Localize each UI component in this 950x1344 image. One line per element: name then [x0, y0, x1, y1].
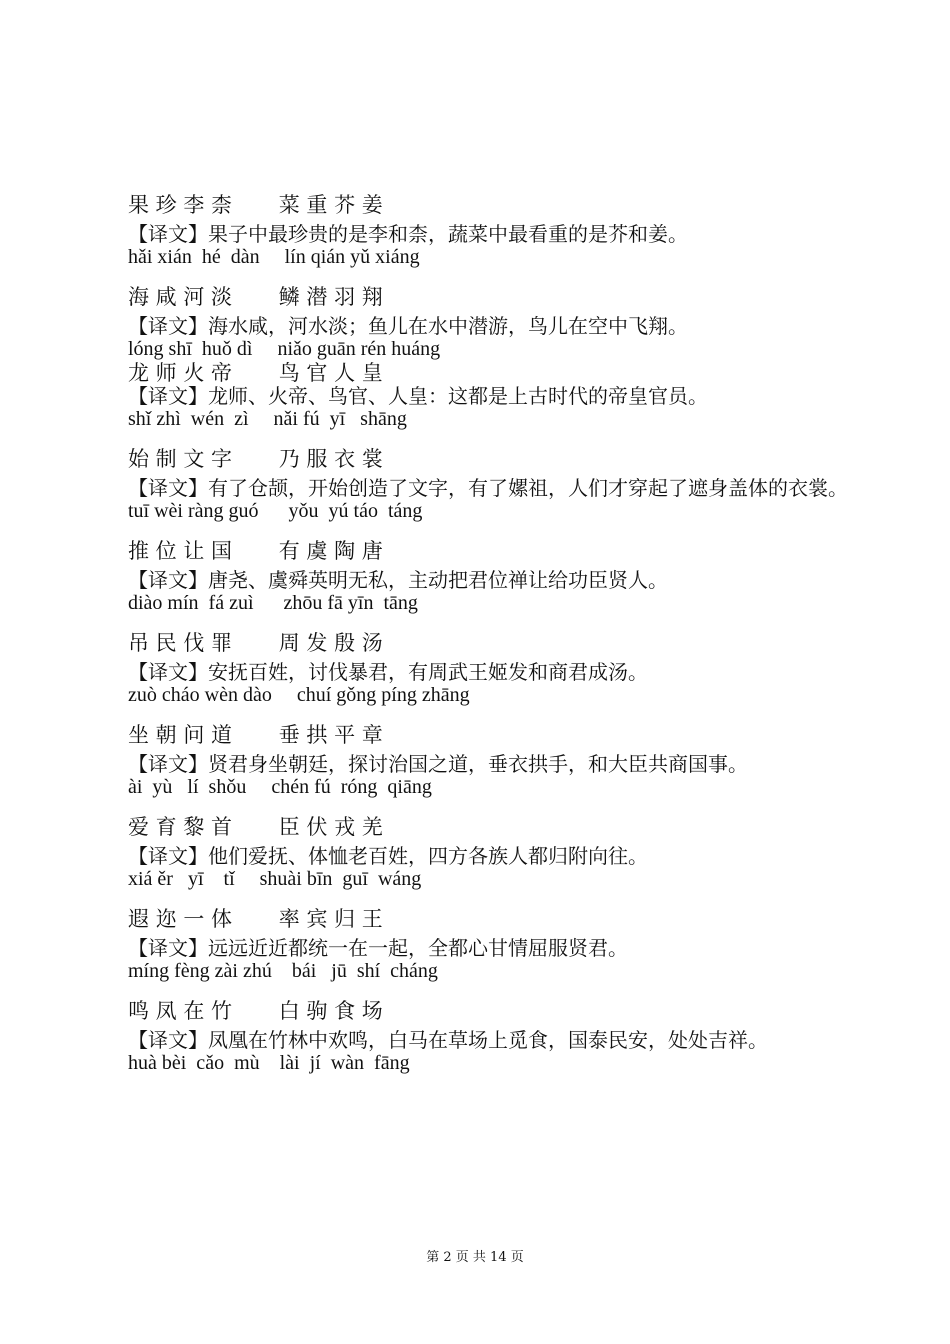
translation-line: 【译文】果子中最珍贵的是李和柰，蔬菜中最看重的是芥和姜。 — [128, 222, 688, 246]
verse-line: 龙 师 火 帝 鸟 官 人 皇 — [128, 361, 383, 385]
translation-line: 【译文】凤凰在竹林中欢鸣，白马在草场上觅食，国泰民安，处处吉祥。 — [128, 1028, 768, 1052]
verse-line: 始 制 文 字 乃 服 衣 裳 — [128, 447, 383, 471]
translation-line: 【译文】有了仓颉，开始创造了文字，有了嫘祖，人们才穿起了遮身盖体的衣裳。 — [128, 476, 848, 500]
pinyin-line: xiá ěr yī tǐ shuài bīn guī wáng — [128, 868, 422, 890]
pinyin-line: ài yù lí shǒu chén fú róng qiāng — [128, 776, 432, 798]
page-footer: 第 2 页 共 14 页 — [426, 1250, 524, 1265]
verse-line: 坐 朝 问 道 垂 拱 平 章 — [128, 723, 383, 747]
pinyin-line: tuī wèi ràng guó yǒu yú táo táng — [128, 500, 423, 522]
translation-line: 【译文】唐尧、虞舜英明无私，主动把君位禅让给功臣贤人。 — [128, 568, 668, 592]
translation-line: 【译文】海水咸，河水淡；鱼儿在水中潜游，鸟儿在空中飞翔。 — [128, 314, 688, 338]
verse-line: 爱 育 黎 首 臣 伏 戎 羌 — [128, 815, 383, 839]
verse-line: 果 珍 李 柰 菜 重 芥 姜 — [128, 193, 383, 217]
verse-line: 吊 民 伐 罪 周 发 殷 汤 — [128, 631, 383, 655]
translation-line: 【译文】他们爱抚、体恤老百姓，四方各族人都归附向往。 — [128, 844, 648, 868]
pinyin-line: diào mín fá zuì zhōu fā yīn tāng — [128, 592, 418, 614]
pinyin-line: zuò cháo wèn dào chuí gǒng píng zhāng — [128, 684, 470, 706]
document-body — [128, 188, 848, 1076]
translation-line: 【译文】龙师、火帝、鸟官、人皇：这都是上古时代的帝皇官员。 — [128, 384, 708, 408]
pinyin-line: shǐ zhì wén zì nǎi fú yī shāng — [128, 408, 407, 430]
verse-line: 推 位 让 国 有 虞 陶 唐 — [128, 539, 383, 563]
pinyin-line: huà bèi cǎo mù lài jí wàn fāng — [128, 1052, 410, 1074]
verse-line: 遐 迩 一 体 率 宾 归 王 — [128, 907, 383, 931]
translation-line: 【译文】贤君身坐朝廷，探讨治国之道，垂衣拱手，和大臣共商国事。 — [128, 752, 748, 776]
translation-line: 【译文】安抚百姓，讨伐暴君，有周武王姬发和商君成汤。 — [128, 660, 648, 684]
pinyin-line: lóng shī huǒ dì niǎo guān rén huáng — [128, 338, 441, 360]
pinyin-line: hǎi xián hé dàn lín qián yǔ xiáng — [128, 246, 420, 268]
translation-line: 【译文】远远近近都统一在一起，全都心甘情屈服贤君。 — [128, 936, 628, 960]
verse-line: 鸣 凤 在 竹 白 驹 食 场 — [128, 999, 383, 1023]
verse-line: 海 咸 河 淡 鳞 潜 羽 翔 — [128, 285, 383, 309]
pinyin-line: míng fèng zài zhú bái jū shí cháng — [128, 960, 438, 982]
